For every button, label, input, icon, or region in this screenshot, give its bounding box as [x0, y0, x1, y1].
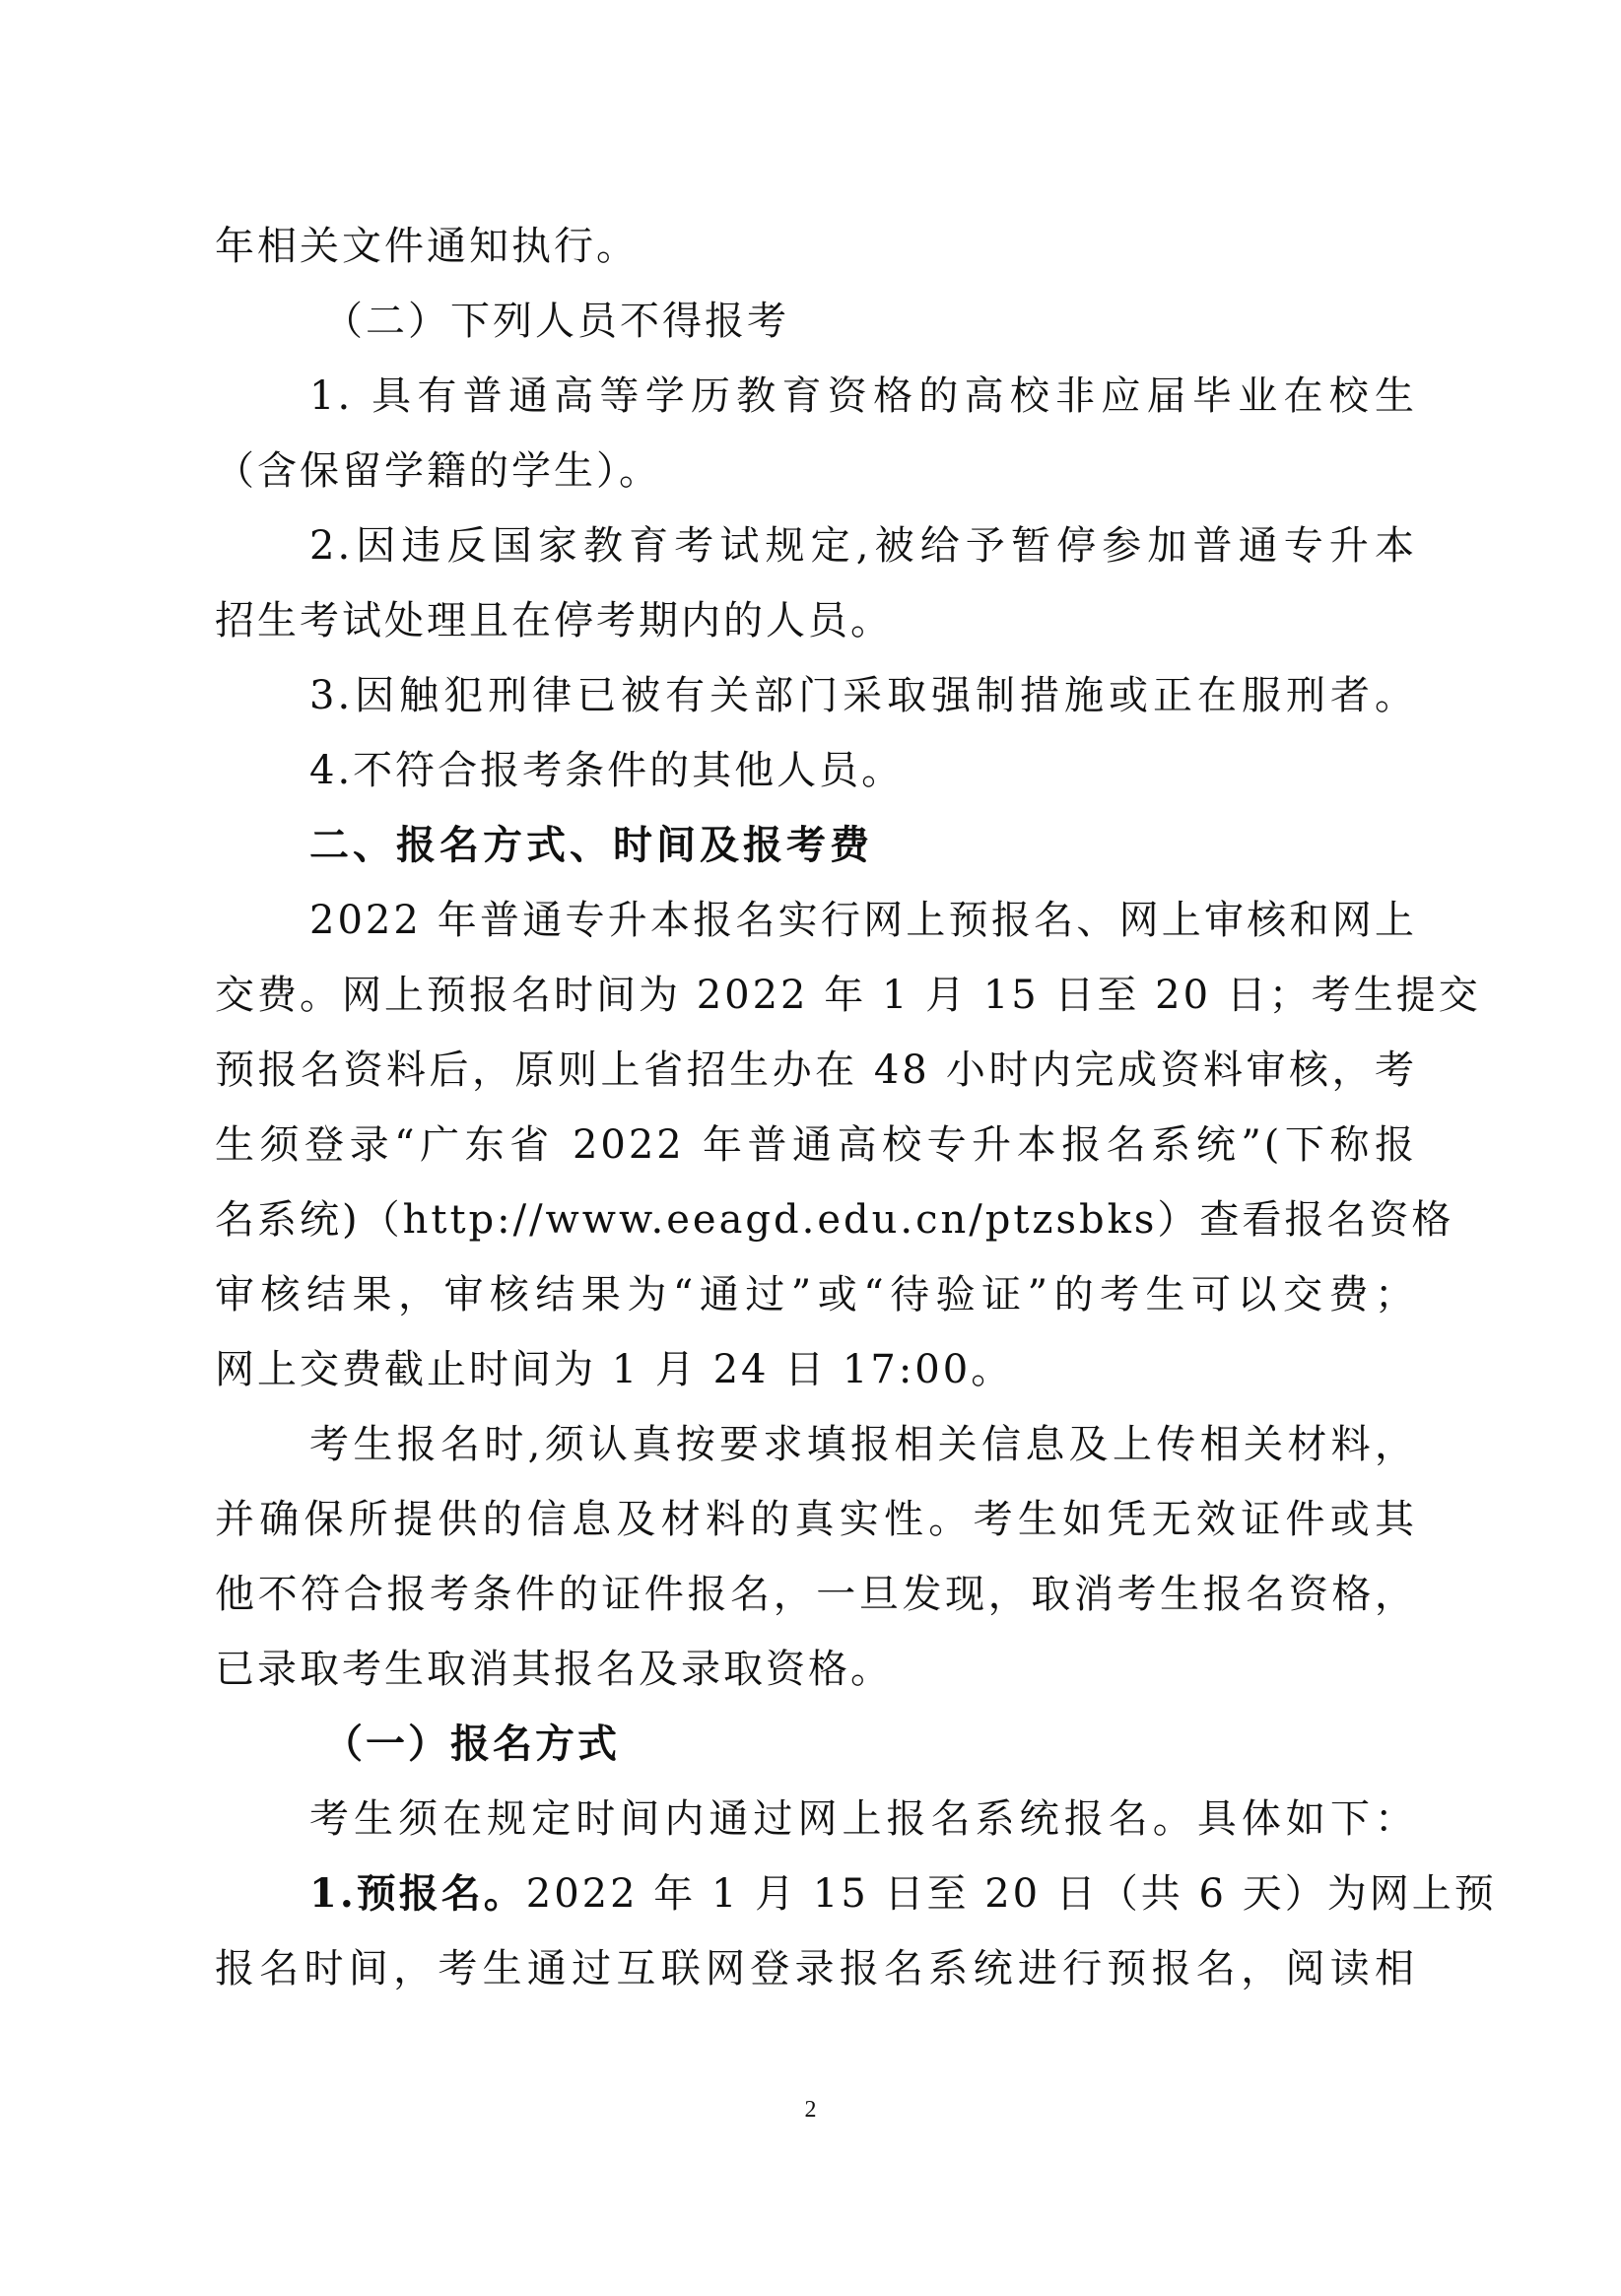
subsection-heading: （二）下列人员不得报考 [323, 299, 789, 344]
text-line [215, 1857, 1497, 1931]
subsection-heading: （一）报名方式 [323, 1721, 620, 1767]
text-line: 预报名资料后，原则上省招生办在 48 小时内完成资料审核，考 [215, 1047, 1417, 1093]
text-line: 报名时间，考生通过互联网登录报名系统进行预报名，阅读相 [215, 1946, 1417, 1992]
text-line: 考生须在规定时间内通过网上报名系统报名。具体如下： [309, 1796, 1417, 1842]
text-line: 生须登录“广东省 2022 年普通高校专升本报名系统”(下称报 [215, 1122, 1417, 1168]
text-line: 交费。网上预报名时间为 2022 年 1 月 15 日至 20 日；考生提交 [215, 973, 1481, 1018]
text-line: 名系统)（http://www.eeagd.edu.cn/ptzsbks）查看报名资格 [215, 1197, 1454, 1243]
text-line: 考生报名时,须认真按要求填报相关信息及上传相关材料， [309, 1422, 1417, 1467]
text-line: 1. 具有普通高等学历教育资格的高校非应届毕业在校生 [309, 373, 1417, 419]
text-line: 招生考试处理且在停考期内的人员。 [215, 598, 893, 643]
text-line: 审核结果，审核结果为“通过”或“待验证”的考生可以交费； [215, 1272, 1417, 1317]
text-line: 已录取考生取消其报名及录取资格。 [215, 1647, 893, 1692]
text-line: 年相关文件通知执行。 [215, 224, 639, 269]
page-number: 2 [804, 2097, 817, 2123]
text-line: 网上交费截止时间为 1 月 24 日 17:00。 [215, 1347, 1014, 1392]
text-line: 4.不符合报考条件的其他人员。 [309, 748, 905, 793]
text-line: 3.因触犯刑律已被有关部门采取强制措施或正在服刑者。 [309, 673, 1417, 718]
document-body [215, 209, 1497, 2006]
bold-run: 1.预报名。 [309, 1870, 526, 1917]
text-line: 2022 年普通专升本报名实行网上预报名、网上审核和网上 [309, 898, 1417, 943]
section-heading: 二、报名方式、时间及报考费 [309, 823, 873, 868]
text-line: （含保留学籍的学生）。 [215, 448, 661, 494]
text-line: 他不符合报考条件的证件报名，一旦发现，取消考生报名资格， [215, 1572, 1417, 1617]
text-run: 2022 年 1 月 15 日至 20 日（共 6 天）为网上预 [525, 1871, 1497, 1917]
text-line: 2.因违反国家教育考试规定,被给予暂停参加普通专升本 [309, 523, 1417, 569]
text-line: 并确保所提供的信息及材料的真实性。考生如凭无效证件或其 [215, 1497, 1417, 1542]
